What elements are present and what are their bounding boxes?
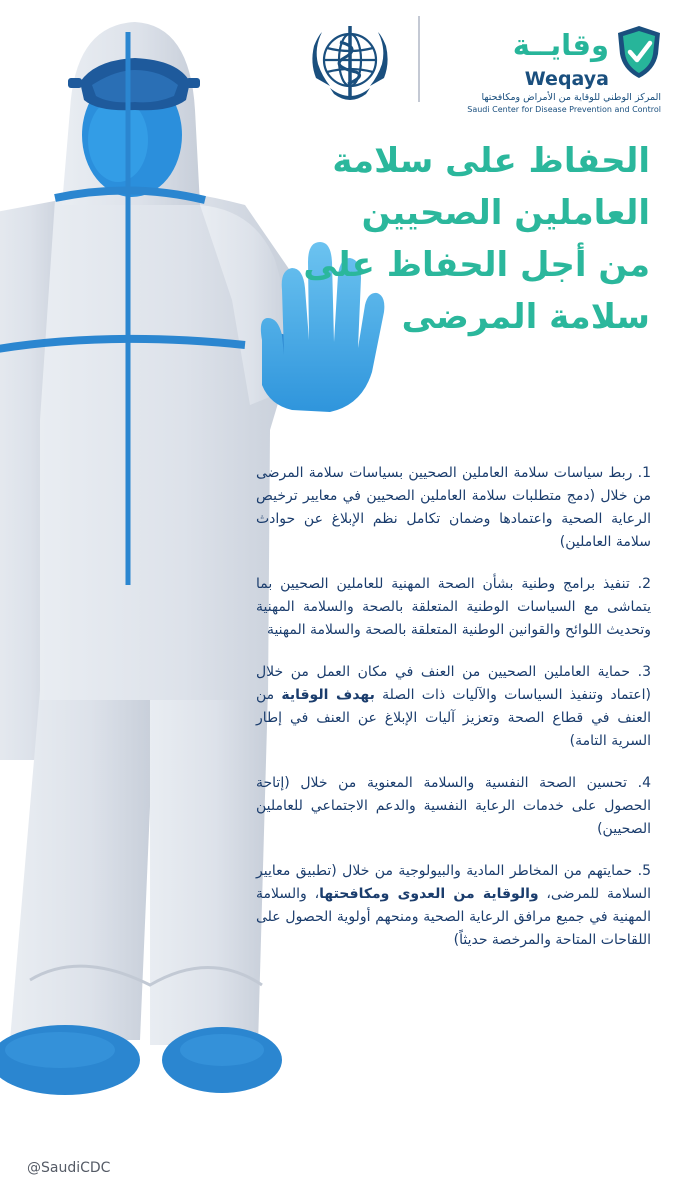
list-item — [256, 860, 651, 952]
list-item — [256, 772, 651, 841]
point-text: حمايتهم من المخاطر المادية والبيولوجية من خلال (تطبيق معايير السلامة للمرضى، — [256, 863, 651, 902]
point-number: 5. — [637, 863, 651, 879]
shield-icon — [615, 24, 663, 80]
face-highlight — [88, 98, 148, 182]
point-bold-text: بهدف الوقاية — [281, 687, 375, 703]
point-text: تحسين الصحة النفسية والسلامة المعنوية من خلال (إتاحة الحصول على خدمات الرعاية النفسية والدعم الاجتماعي للعاملين الصحيين) — [256, 775, 651, 837]
social-handle-link[interactable]: @SaudiCDC — [27, 1160, 111, 1176]
point-number: 3. — [637, 664, 651, 680]
header-divider — [418, 16, 420, 102]
title-line: العاملين الصحيين — [361, 193, 650, 233]
point-number: 1. — [637, 465, 652, 481]
who-logo — [300, 18, 400, 110]
right-leg — [150, 690, 268, 1045]
list-item — [256, 573, 651, 642]
point-text: تنفيذ برامج وطنية بشأن الصحة المهنية للعاملين الصحيين بما يتماشى مع السياسات الوطنية المتعلقة بالصحة والسلامة المهنية وتحديث اللوائح والقوانين الوطنية المتعلقة بالصحة والسلامة المهنية — [256, 576, 651, 638]
goggles-strap-right — [186, 78, 200, 88]
title-line: من أجل الحفاظ على — [303, 245, 650, 285]
list-item — [256, 462, 651, 554]
title-line: الحفاظ على سلامة — [332, 141, 650, 181]
right-boot-highlight — [180, 1034, 264, 1066]
point-text-end: ، والسلامة المهنية في جميع مرافق الرعاية الصحية ومنحهم أولوية الحصول على اللقاحات المتاحة والمرخصة حديثاً) — [256, 886, 651, 948]
point-text: حماية العاملين الصحيين من العنف في مكان العمل من خلال (اعتماد وتنفيذ السياسات والآليات ذات الصلة — [256, 664, 651, 703]
org-name-arabic: المركز الوطني للوقاية من الأمراض ومكافحتها — [481, 92, 661, 103]
point-text-end: من العنف في قطاع الصحة وتعزيز آليات الإبلاغ عن العنف في إطار السرية التامة) — [256, 687, 651, 749]
logo-arabic-name: وقايــة — [512, 28, 609, 62]
weqaya-logo — [432, 20, 667, 115]
goggles-strap-left — [68, 78, 82, 88]
points-list — [256, 448, 651, 971]
title-line: سلامة المرضى — [401, 297, 650, 337]
org-name-english: Saudi Center for Disease Prevention and Control — [467, 105, 661, 114]
logo-english-name: Weqaya — [524, 68, 609, 90]
point-text: ربط سياسات سلامة العاملين الصحيين بسياسات سلامة المرضى من خلال (دمج متطلبات سلامة العاملين الصحيين في معايير ترخيص الرعاية الصحية واعتمادها وضمان تكامل نظم الإبلاغ عن حوادث سلامة العاملين) — [256, 465, 651, 550]
point-number: 2. — [637, 576, 652, 592]
point-bold-text: والوقاية من العدوى ومكافحتها — [319, 886, 539, 902]
page-title — [303, 135, 650, 343]
list-item — [256, 661, 651, 753]
left-boot-highlight — [5, 1032, 115, 1068]
point-number: 4. — [637, 775, 651, 791]
